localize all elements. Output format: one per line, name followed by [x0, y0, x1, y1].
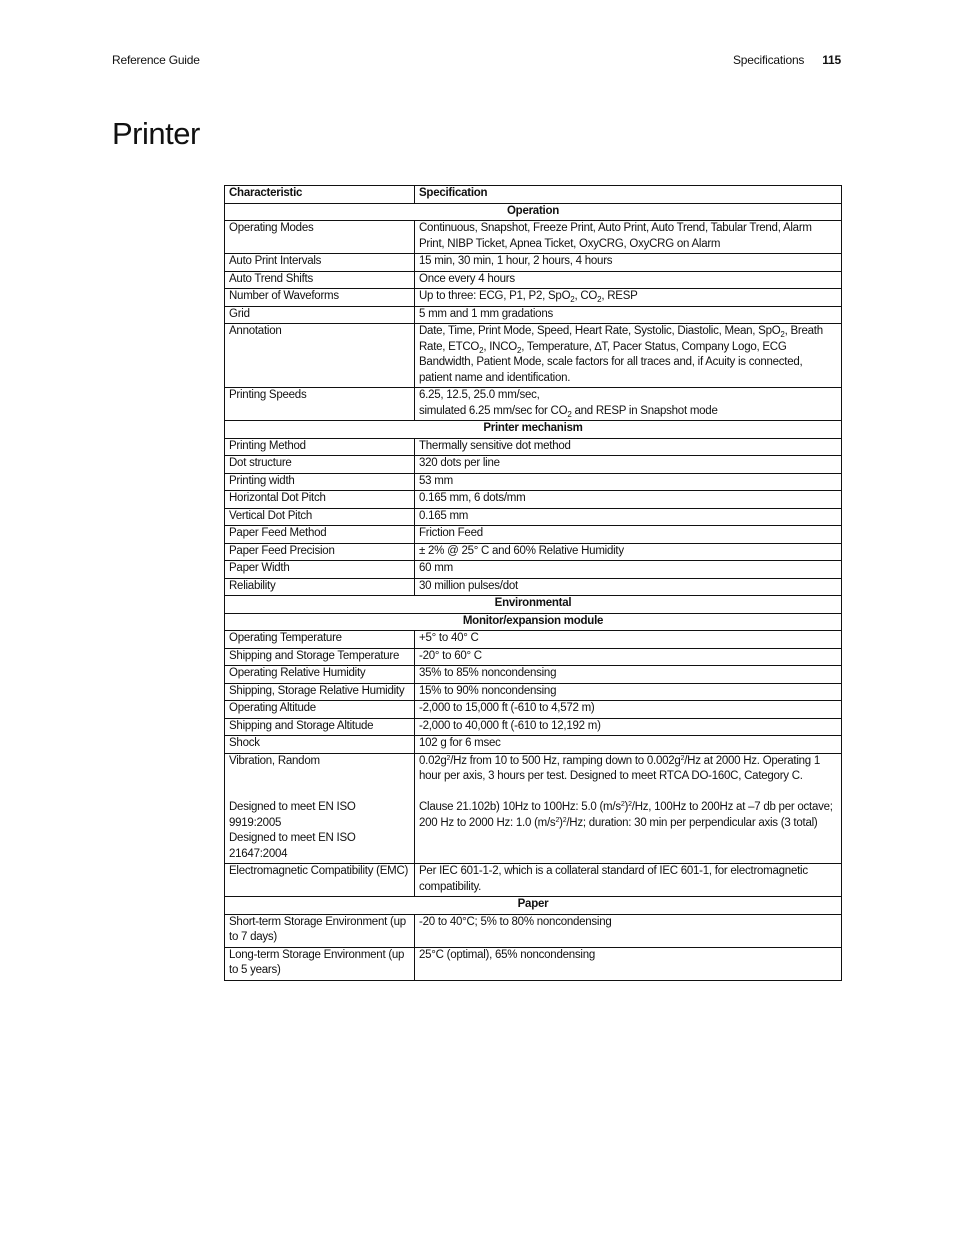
characteristic-cell: Operating Temperature: [225, 631, 415, 649]
specification-cell: +5° to 40° C: [415, 631, 842, 649]
table-row: [225, 508, 842, 526]
vibration-label: Vibration, Random: [229, 754, 320, 767]
table-row: [225, 254, 842, 272]
spec-text: , Breath Rate, ETCO: [419, 325, 823, 353]
section-row: [225, 613, 842, 631]
characteristic-cell: Short-term Storage Environment (up to 7 days): [225, 914, 415, 947]
characteristic-cell: Printing Speeds: [225, 388, 415, 421]
table-row: [225, 718, 842, 736]
characteristic-cell: Paper Width: [225, 561, 415, 579]
specification-cell: 35% to 85% noncondensing: [415, 666, 842, 684]
specification-cell: 0.165 mm: [415, 508, 842, 526]
characteristic-cell: Shock: [225, 736, 415, 754]
characteristic-cell: Paper Feed Precision: [225, 543, 415, 561]
characteristic-cell: Auto Trend Shifts: [225, 271, 415, 289]
specification-cell: 102 g for 6 msec: [415, 736, 842, 754]
spec-text: /Hz, 100Hz to 200Hz at –7 db per octave; 200 Hz to 2000 Hz: 1.0 (m/s: [419, 801, 833, 829]
characteristic-cell: Operating Modes: [225, 221, 415, 254]
characteristic-cell: Paper Feed Method: [225, 526, 415, 544]
specification-cell: 5 mm and 1 mm gradations: [415, 306, 842, 324]
running-header-section: [733, 53, 841, 67]
characteristic-cell: [225, 753, 415, 864]
subscript: 2: [567, 409, 572, 419]
running-header-title: Reference Guide: [112, 53, 200, 67]
table-row: [225, 736, 842, 754]
delta-symbol: ∆: [594, 340, 602, 353]
specification-cell: 53 mm: [415, 473, 842, 491]
spec-text: /Hz; duration: 30 min per perpendicular axis (3 total): [566, 816, 818, 829]
spec-text: Up to three: ECG, P1, P2, SpO: [419, 290, 571, 302]
table-row: [225, 701, 842, 719]
specification-cell: 25°C (optimal), 65% noncondensing: [415, 947, 842, 980]
specification-cell: ± 2% @ 25° C and 60% Relative Humidity: [415, 543, 842, 561]
specification-cell: [415, 388, 842, 421]
column-header-characteristic: Characteristic: [225, 186, 415, 204]
characteristic-cell: Dot structure: [225, 456, 415, 474]
section-operation: Operation: [225, 203, 842, 221]
specification-cell: -20 to 40°C; 5% to 80% noncondensing: [415, 914, 842, 947]
superscript: 2: [628, 801, 632, 808]
section-monitor-expansion-module: Monitor/expansion module: [225, 613, 842, 631]
characteristic-cell: Electromagnetic Compatibility (EMC): [225, 864, 415, 897]
spec-text: /Hz at 2000 Hz. Operating 1 hour per axis, 3 hours per test. Designed to meet RTCA DO-160C, Category C.: [419, 754, 821, 782]
section-row: [225, 897, 842, 915]
table-row: [225, 666, 842, 684]
spec-text: 0.02g: [419, 754, 447, 767]
table-row: [225, 473, 842, 491]
characteristic-cell: Number of Waveforms: [225, 289, 415, 307]
table-row: [225, 578, 842, 596]
specification-cell: 30 million pulses/dot: [415, 578, 842, 596]
characteristic-cell: Printing Method: [225, 438, 415, 456]
table-row: [225, 271, 842, 289]
subscript: 2: [516, 345, 522, 355]
section-row: [225, 596, 842, 614]
table-header-row: [225, 186, 842, 204]
page-title: Printer: [112, 116, 200, 151]
table-row: [225, 648, 842, 666]
spec-text: Date, Time, Print Mode, Speed, Heart Rate, Systolic, Diastolic, Mean, SpO: [419, 325, 781, 337]
spec-text: 6.25, 12.5, 25.0 mm/sec,: [419, 389, 540, 401]
superscript: 2: [680, 754, 685, 762]
characteristic-cell: Long-term Storage Environment (up to 5 years): [225, 947, 415, 980]
subscript: 2: [780, 330, 785, 339]
spec-text: , CO: [574, 290, 598, 302]
spec-text: , Temperature,: [521, 340, 595, 353]
specification-cell: 15% to 90% noncondensing: [415, 683, 842, 701]
iso-standard-label: Designed to meet EN ISO 9919:2005: [229, 801, 356, 829]
spec-text: T, Pacer Status, Company Logo, ECG Bandwidth, Patient Mode, scale factors for all traces and, if Acuity is connected, patient name and identification.: [419, 340, 803, 384]
table-row: [225, 914, 842, 947]
subscript: 2: [479, 345, 484, 355]
table-row: [225, 753, 842, 864]
characteristic-cell: Shipping and Storage Temperature: [225, 648, 415, 666]
specification-cell: $0.02g^2/Hz$ from 10 to 500 Hz, ramping down to $0.002g^2/Hz$ at 2000 Hz. Operating 1 hour per axis, 3 hours per test. Designed to meet RTCA DO-160C, Category C. Clause 21.102b) 10Hz to 100Hz: 5.0 $(m/s^2)^2/Hz$, 100Hz to 200Hz at –7 db per octave; 200 Hz to 2000 Hz: 1.0 $(m/s^2)^2/Hz$; duration: 30 min per perpendicular axis (3 total): [415, 753, 842, 864]
characteristic-cell: Shipping, Storage Relative Humidity: [225, 683, 415, 701]
specification-cell: Continuous, Snapshot, Freeze Print, Auto Print, Auto Trend, Tabular Trend, Alarm Print, NIBP Ticket, Apnea Ticket, OxyCRG, OxyCRG on Alarm: [415, 221, 842, 254]
spec-text: and RESP in Snapshot mode: [571, 404, 718, 417]
spec-text: , INCO: [483, 340, 517, 353]
characteristic-cell: Vertical Dot Pitch: [225, 508, 415, 526]
superscript: 2: [562, 816, 567, 824]
section-row: [225, 421, 842, 439]
table-row: [225, 561, 842, 579]
characteristic-cell: Auto Print Intervals: [225, 254, 415, 272]
specification-cell: [415, 289, 842, 307]
section-paper: Paper: [225, 897, 842, 915]
table-row: [225, 456, 842, 474]
superscript: 2: [620, 801, 625, 808]
section-environmental: Environmental: [225, 596, 842, 614]
printer-spec-table: [224, 185, 842, 981]
characteristic-cell: Operating Relative Humidity: [225, 666, 415, 684]
specification-cell: Once every 4 hours: [415, 271, 842, 289]
specification-cell: 60 mm: [415, 561, 842, 579]
specification-cell: Per IEC 601-1-2, which is a collateral standard of IEC 601-1, for electromagnetic compatibility.: [415, 864, 842, 897]
table-row: [225, 864, 842, 897]
characteristic-cell: Printing width: [225, 473, 415, 491]
characteristic-cell: Shipping and Storage Altitude: [225, 718, 415, 736]
table-row: [225, 388, 842, 421]
specification-cell: 320 dots per line: [415, 456, 842, 474]
specification-cell: -2,000 to 40,000 ft (-610 to 12,192 m): [415, 718, 842, 736]
table-row: [225, 221, 842, 254]
table-row: [225, 324, 842, 388]
specification-cell: 15 min, 30 min, 1 hour, 2 hours, 4 hours: [415, 254, 842, 272]
table-row: [225, 543, 842, 561]
specification-cell: -20° to 60° C: [415, 648, 842, 666]
specification-cell: Thermally sensitive dot method: [415, 438, 842, 456]
table-row: [225, 683, 842, 701]
header-section-name: Specifications: [732, 53, 805, 67]
page-number: 115: [822, 53, 841, 67]
specification-cell: 0.165 mm, 6 dots/mm: [415, 491, 842, 509]
superscript: 2: [555, 816, 560, 824]
table-row: [225, 306, 842, 324]
table-row: [225, 438, 842, 456]
table-row: [225, 289, 842, 307]
characteristic-cell: Horizontal Dot Pitch: [225, 491, 415, 509]
specification-cell: Friction Feed: [415, 526, 842, 544]
characteristic-cell: Grid: [225, 306, 415, 324]
section-row: [225, 203, 842, 221]
superscript: 2: [446, 754, 451, 762]
specification-cell: -2,000 to 15,000 ft (-610 to 4,572 m): [415, 701, 842, 719]
spec-text: , RESP: [601, 290, 638, 302]
subscript: 2: [597, 295, 602, 304]
table-row: [225, 491, 842, 509]
spec-text: Clause 21.102b) 10Hz to 100Hz: 5.0 (m/s: [419, 801, 621, 813]
iso-standard-label: Designed to meet EN ISO 21647:2004: [229, 832, 356, 860]
column-header-specification: Specification: [415, 186, 842, 204]
characteristic-cell: Reliability: [225, 578, 415, 596]
subscript: 2: [570, 295, 575, 304]
table-row: [225, 631, 842, 649]
section-printer-mechanism: Printer mechanism: [225, 421, 842, 439]
spec-text: simulated 6.25 mm/sec for CO: [419, 404, 568, 417]
spec-text: /Hz from 10 to 500 Hz, ramping down to 0.002g: [450, 754, 681, 767]
specification-cell: [415, 324, 842, 388]
table-row: [225, 526, 842, 544]
characteristic-cell: Annotation: [225, 324, 415, 388]
characteristic-cell: Operating Altitude: [225, 701, 415, 719]
table-row: [225, 947, 842, 980]
